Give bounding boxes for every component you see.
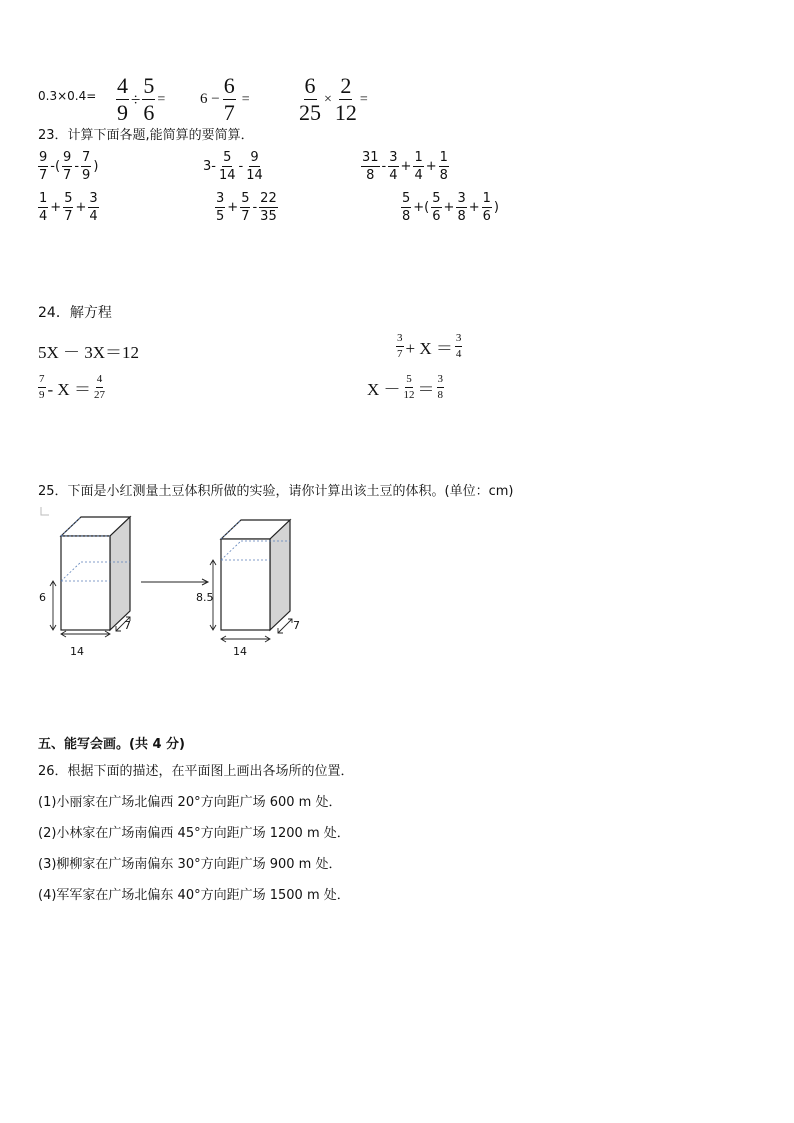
q26-item-1: (1)小丽家在广场北偏西 20°方向距广场 600 m 处． xyxy=(38,795,342,810)
operator: 3- xyxy=(203,159,216,174)
operator: - X ＝ xyxy=(47,380,91,399)
calc-item-fraction-multiply xyxy=(298,75,370,124)
denominator: 6 xyxy=(143,100,155,125)
numerator: 1 xyxy=(414,150,423,165)
denominator: 8 xyxy=(439,168,448,183)
denominator: 12 xyxy=(334,100,357,125)
denominator: 7 xyxy=(39,168,48,183)
denominator: 4 xyxy=(89,209,98,224)
denominator: 9 xyxy=(82,168,91,183)
question-26-title: 26．根据下面的描述，在平面图上画出各场所的位置． xyxy=(38,764,354,779)
operator: ＝ xyxy=(417,380,435,399)
numerator: 1 xyxy=(482,191,491,206)
denominator: 8 xyxy=(402,209,411,224)
depth-label: 7 xyxy=(293,619,300,632)
width-label: 14 xyxy=(233,645,247,658)
numerator: 9 xyxy=(63,150,72,165)
denominator: 7 xyxy=(64,209,73,224)
q23-problem-1 xyxy=(38,151,100,182)
divide-sign: ÷ xyxy=(131,89,141,109)
container-before xyxy=(39,517,131,658)
numerator: 7 xyxy=(38,374,46,388)
q23-problem-4 xyxy=(38,192,99,223)
equation-3 xyxy=(38,374,106,401)
width-label: 14 xyxy=(70,645,84,658)
numerator: 4 xyxy=(96,374,104,388)
times-sign: × xyxy=(324,91,332,107)
numerator: 5 xyxy=(402,191,411,206)
denominator: 7 xyxy=(241,209,250,224)
operator: + X ＝ xyxy=(405,339,453,358)
operator: - xyxy=(238,159,244,174)
numerator: 3 xyxy=(457,191,466,206)
numerator: 5 xyxy=(223,150,232,165)
denominator: 9 xyxy=(117,100,128,125)
numerator: 7 xyxy=(82,150,91,165)
question-24-title: 24．解方程 xyxy=(38,305,112,321)
operator: +( xyxy=(413,200,430,215)
numerator: 3 xyxy=(396,333,404,347)
denominator: 35 xyxy=(260,209,277,224)
numerator: 5 xyxy=(405,374,413,388)
numerator: 5 xyxy=(143,73,155,98)
numerator: 5 xyxy=(241,191,250,206)
numerator: 3 xyxy=(437,374,445,388)
operator: + xyxy=(227,200,239,215)
numerator: 6 xyxy=(304,73,316,98)
operator: + xyxy=(75,200,87,215)
denominator: 27 xyxy=(93,389,105,401)
denominator: 9 xyxy=(39,389,45,401)
denominator: 6 xyxy=(432,209,441,224)
numerator: 9 xyxy=(39,150,48,165)
numerator: 3 xyxy=(216,191,225,206)
q26-item-2: (2)小林家在广场南偏西 45°方向距广场 1200 m 处． xyxy=(38,826,350,841)
numerator: 4 xyxy=(117,73,128,98)
numerator: 1 xyxy=(39,191,48,206)
equals-sign: = xyxy=(157,91,166,107)
numerator: 9 xyxy=(250,150,259,165)
numerator: 3 xyxy=(89,191,98,206)
depth-label: 7 xyxy=(124,619,131,632)
numerator: 1 xyxy=(439,150,448,165)
denominator: 7 xyxy=(63,168,72,183)
operator: + xyxy=(443,200,455,215)
section-5-title: 五、能写会画。(共 4 分) xyxy=(38,737,185,752)
numerator: 5 xyxy=(432,191,441,206)
question-23-title: 23．计算下面各题,能简算的要简算． xyxy=(38,128,254,143)
equation-4 xyxy=(365,374,444,401)
denominator: 8 xyxy=(366,168,375,183)
operator: ) xyxy=(93,159,99,174)
operator: - xyxy=(74,159,80,174)
numerator: 3 xyxy=(455,333,463,347)
q23-problem-6 xyxy=(401,192,501,223)
calc-item-subtraction xyxy=(200,75,252,124)
height-label: 8.5 xyxy=(196,591,214,604)
height-label: 6 xyxy=(39,591,46,604)
minuend: 6 − xyxy=(200,91,220,107)
equals-sign: = xyxy=(241,91,250,107)
denominator: 7 xyxy=(223,100,235,125)
denominator: 12 xyxy=(403,389,415,401)
operator: X － xyxy=(367,380,401,399)
operator: + xyxy=(400,159,412,174)
denominator: 25 xyxy=(299,100,321,125)
denominator: 6 xyxy=(482,209,491,224)
denominator: 14 xyxy=(246,168,263,183)
equation-1: 5X － 3X＝12 xyxy=(38,343,140,362)
equals-sign: = xyxy=(359,91,368,107)
calc-item-decimal: 0.3×0.4= xyxy=(38,89,97,103)
denominator: 4 xyxy=(455,348,462,360)
potato-experiment-figure xyxy=(30,505,320,665)
container-after xyxy=(196,520,300,658)
operator: ) xyxy=(493,200,499,215)
q26-item-4: (4)军军家在广场北偏东 40°方向距广场 1500 m 处． xyxy=(38,888,350,903)
numerator: 31 xyxy=(362,150,379,165)
denominator: 14 xyxy=(218,168,236,183)
operator: - xyxy=(252,200,258,215)
numerator: 5 xyxy=(64,191,73,206)
denominator: 5 xyxy=(216,209,225,224)
question-25-title: 25．下面是小红测量土豆体积所做的实验，请你计算出该土豆的体积。(单位：cm) xyxy=(38,484,514,499)
q23-problem-5 xyxy=(215,192,278,223)
denominator: 7 xyxy=(397,348,403,360)
denominator: 4 xyxy=(39,209,48,224)
q23-problem-3 xyxy=(361,151,449,182)
denominator: 8 xyxy=(457,209,466,224)
operator: - xyxy=(381,159,387,174)
numerator: 3 xyxy=(389,150,398,165)
denominator: 8 xyxy=(437,389,444,401)
operator: -( xyxy=(50,159,61,174)
operator: + xyxy=(425,159,437,174)
q23-problem-2 xyxy=(201,151,264,182)
q26-item-3: (3)柳柳家在广场南偏东 30°方向距广场 900 m 处． xyxy=(38,857,342,872)
numerator: 2 xyxy=(340,73,352,98)
equation-2 xyxy=(396,333,462,360)
denominator: 4 xyxy=(414,168,423,183)
operator: + xyxy=(468,200,480,215)
denominator: 4 xyxy=(389,168,398,183)
numerator: 22 xyxy=(260,191,277,206)
operator: + xyxy=(50,200,62,215)
numerator: 6 xyxy=(223,73,235,98)
calc-item-fraction-division xyxy=(116,75,167,124)
corner-mark xyxy=(41,507,49,515)
